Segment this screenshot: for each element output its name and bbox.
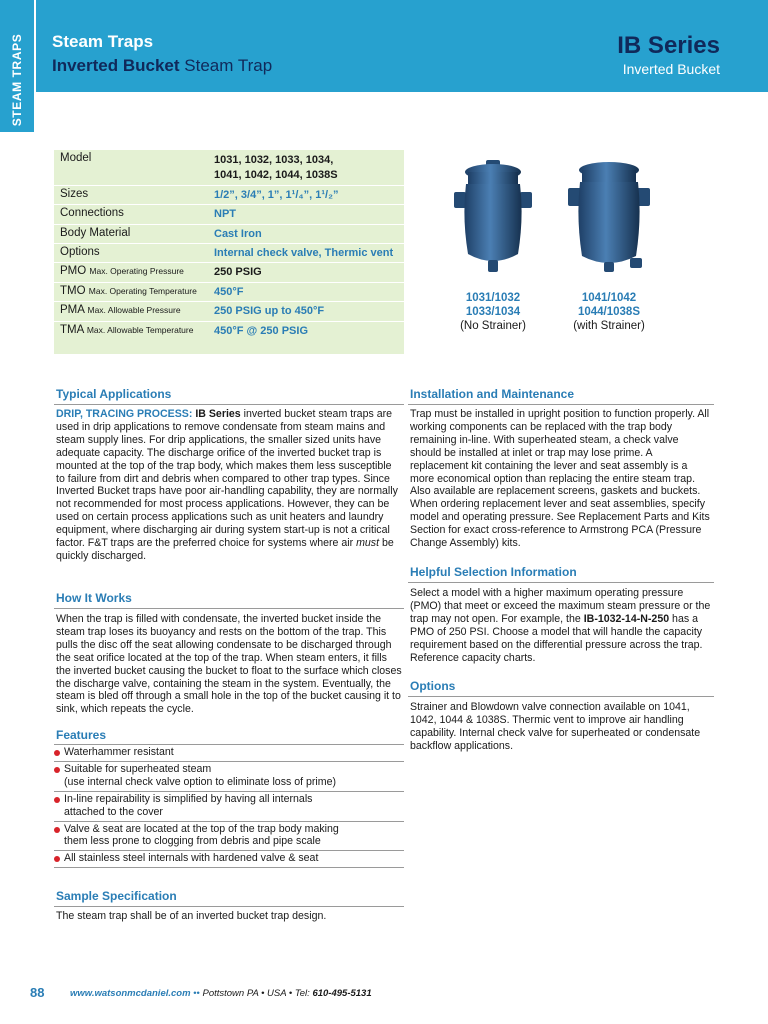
spec-row	[54, 185, 404, 204]
page-title-bold: Inverted Bucket	[52, 56, 180, 75]
spec-value: 450°F @ 250 PSIG	[214, 324, 309, 337]
spec-label: PMO Max. Operating Pressure	[60, 265, 184, 278]
heading-how-it-works: How It Works	[56, 591, 132, 605]
section-rule	[408, 404, 714, 405]
bullet-icon	[54, 750, 60, 756]
footer-location: Pottstown PA • USA • Tel:	[202, 988, 310, 999]
spec-value: Cast Iron	[214, 227, 262, 240]
bullet-icon	[54, 767, 60, 773]
product-caption: 1041/1042 1044/1038S (with Strainer)	[573, 292, 645, 332]
spec-table	[54, 150, 404, 354]
bullet-icon	[54, 827, 60, 833]
options-text: Strainer and Blowdown valve connection available on 1041, 1042, 1044 & 1038S. Thermic vent to improve air handling capability. Internal check valve for superheated or condensate backflow applications.	[410, 701, 701, 752]
spec-value: 450°F	[214, 285, 244, 298]
sample-specification-text: The steam trap shall be of an inverted bucket trap design.	[56, 910, 327, 922]
helpful-selection-text: Select a model with a higher maximum operating pressure (PMO) that meet or exceed the maximum steam pressure or the trap may not open. For example, the IB-1032-14-N-250 has a PMO of 250 PSI. Choose a model that will handle the capacity requirement based on the differential pressure across the trap. Reference capacity charts.	[410, 587, 711, 664]
spec-label: Model	[60, 152, 92, 164]
spec-label: Sizes	[60, 187, 89, 200]
spec-row	[54, 301, 404, 320]
spec-row	[54, 243, 404, 262]
spec-row	[54, 204, 404, 223]
typical-applications-text: DRIP, TRACING PROCESS: IB Series inverted bucket steam traps are used in drip applications to remove condensate from steam mains and steam supply lines. For drip applications, the smaller sized units have adequate capacity. The discharge orifice of the inverted bucket trap is mounted at the top of the trap body, which makes them less susceptible to failure from dirt and debris when compared to other trap types. Since Inverted Bucket traps have poor air-handling capability, they are normally not recommended for most process applications. However, they can be used on certain process applications such as unit heaters and laundry equipment, where discharging air during system start-up is not a critical factor. F&T traps are the preferred choice for systems where air must be quickly discharged.	[56, 408, 398, 562]
header-kicker: Steam Traps	[52, 32, 154, 51]
footer: www.watsonmcdaniel.com •• Pottstown PA • USA • Tel: 610-495-5131	[70, 988, 372, 999]
product-no-strainer	[438, 158, 548, 333]
spec-label: Options	[60, 245, 100, 258]
spec-value: 250 PSIG	[214, 266, 262, 279]
how-it-works-text: When the trap is filled with condensate, the inverted bucket inside the steam trap loses its buoyancy and rests on the bottom of the trap. This pulls the disc off the seat allowing condensate to be discharged through the seat orifice located at the top of the trap. When steam enters, it fills the inverted bucket causing the bucket to float to the surface which closes the discharge valve, containing the steam in the system. Eventually, the steam is bled off through a small hole in the top of the bucket causing it to sink, which repeats the cycle.	[56, 613, 402, 716]
list-item: In-line repairability is simplified by having all internals attached to the cover	[54, 792, 404, 822]
section-rule	[54, 906, 404, 907]
page-title	[52, 56, 272, 76]
side-divider	[34, 0, 36, 132]
spec-label: TMO Max. Operating Temperature	[60, 284, 197, 297]
side-tab-label: STEAM TRAPS	[10, 33, 24, 127]
spec-row	[54, 224, 404, 243]
spec-value: 1031, 1032, 1033, 1034, 1041, 1042, 1044, 1038S	[214, 154, 338, 182]
section-rule	[408, 582, 714, 583]
heading-sample-specification: Sample Specification	[56, 889, 177, 903]
spec-row	[54, 262, 404, 281]
spec-row	[54, 150, 404, 185]
spec-value: NPT	[214, 208, 236, 221]
section-rule	[408, 696, 714, 697]
product-caption: 1031/1032 1033/1034 (No Strainer)	[460, 292, 526, 332]
spec-label: Body Material	[60, 226, 131, 239]
spec-value: 250 PSIG up to 450°F	[214, 305, 325, 318]
spec-label: PMA Max. Allowable Pressure	[60, 304, 181, 317]
spec-row	[54, 321, 404, 354]
website-link[interactable]: www.watsonmcdaniel.com	[70, 988, 191, 999]
page-title-rest: Steam Trap	[184, 56, 273, 75]
spec-label: Connections	[60, 207, 124, 220]
spec-value: 1/2”, 3/4”, 1”, 1¹/₄”, 1¹/₂”	[214, 188, 339, 201]
spec-row	[54, 282, 404, 301]
section-rule	[54, 404, 404, 405]
heading-helpful-selection: Helpful Selection Information	[410, 565, 577, 579]
heading-installation: Installation and Maintenance	[410, 387, 575, 401]
section-rule	[54, 608, 404, 609]
page-number: 88	[30, 985, 45, 1000]
product-with-strainer	[554, 158, 664, 333]
heading-options: Options	[410, 679, 456, 693]
heading-typical-applications: Typical Applications	[56, 387, 172, 401]
side-tab	[0, 0, 34, 132]
list-item: Waterhammer resistant	[54, 745, 404, 762]
heading-features: Features	[56, 728, 107, 742]
steam-trap-image	[448, 158, 538, 286]
series-subtitle: Inverted Bucket	[622, 61, 720, 77]
list-item: Valve & seat are located at the top of the trap body making them less prone to clogging from debris and pipe scale	[54, 822, 404, 852]
spec-value: Internal check valve, Thermic vent	[214, 246, 394, 259]
bullet-icon	[54, 856, 60, 862]
list-item: All stainless steel internals with hardened valve & seat	[54, 851, 404, 868]
spec-label: TMA Max. Allowable Temperature	[60, 323, 194, 336]
series-title: IB Series	[617, 32, 720, 59]
bullet-icon	[54, 797, 60, 803]
installation-text: Trap must be installed in upright position to function properly. All working components can be replaced with the trap body remaining in-line. With superheated steam, a check valve should be installed at inlet or trap may lose prime. A replacement kit containing the lever and seat assembly is a more economical option than replacing the entire steam trap. Also available are replacement screens, gaskets and buckets. When ordering replacement lever and seat assemblies, specify model and operating pressure. See Replacement Parts and Kits Section for exact cross-reference to Armstrong PCA (Pressure Change Assembly) kits.	[410, 408, 710, 550]
footer-phone: 610-495-5131	[312, 988, 372, 999]
features-list	[54, 745, 404, 868]
list-item: Suitable for superheated steam (use internal check valve option to eliminate loss of prime)	[54, 762, 404, 792]
steam-trap-image	[564, 158, 654, 286]
